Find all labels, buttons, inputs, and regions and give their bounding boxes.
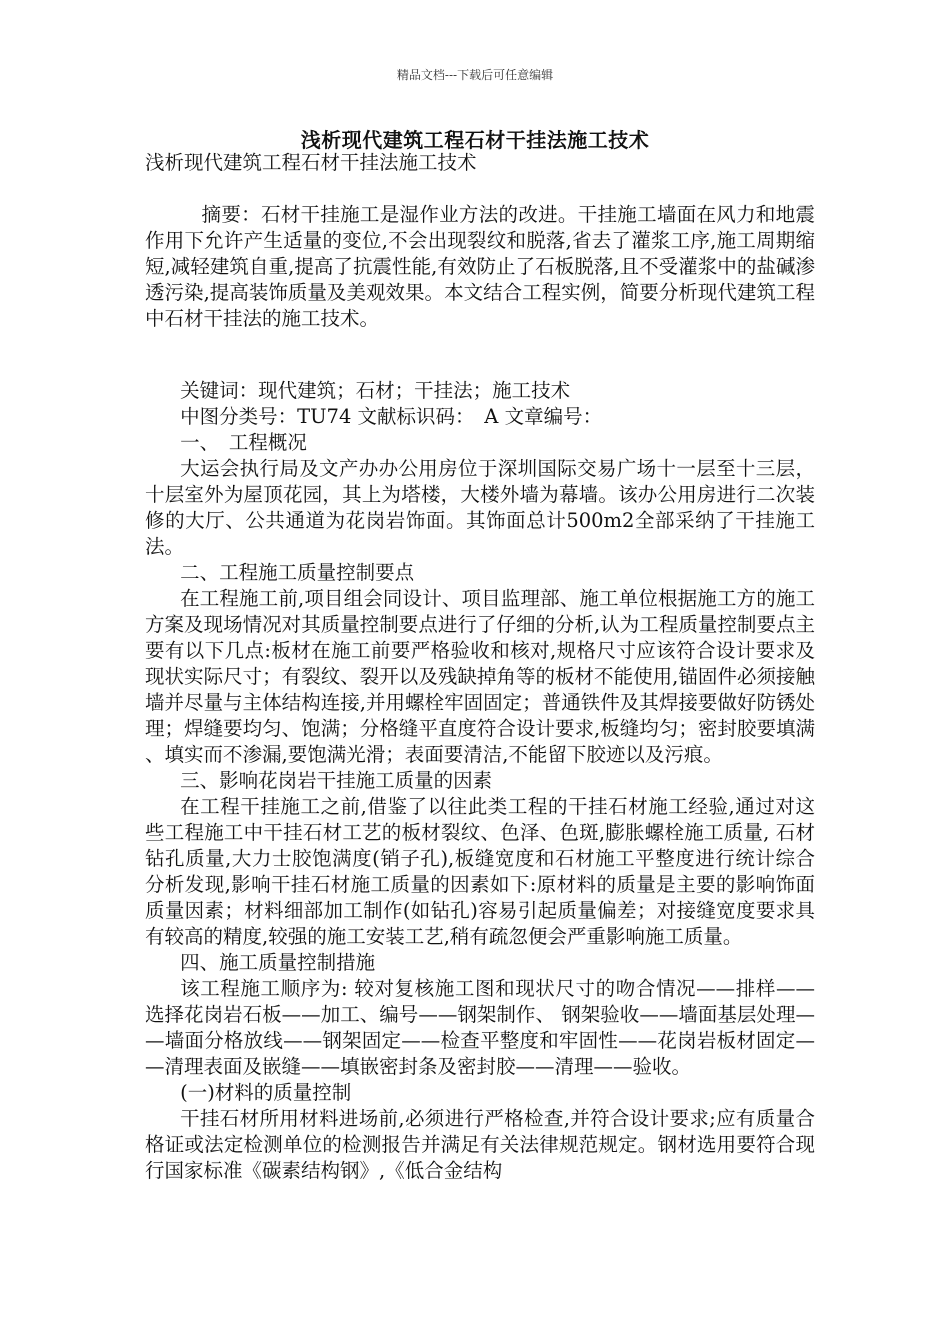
section-paragraph: 在工程干挂施工之前,借鉴了以往此类工程的干挂石材施工经验,通过对这些工程施工中干挂石材工艺的板材裂纹、色泽、色斑,膨胀螺栓施工质量, 石材钻孔质量,大力士胶饱满度(销子孔),板缝宽度和石材施工平整度进行统计综合分析发现,影响干挂石材施工质量的因素如下:原材料的质量是主要的影响饰面质量因素；材料细部加工制作(如钻孔)容易引起质量偏差；对接缝宽度要求具有较高的精度,较强的施工安装工艺,稍有疏忽便会严重影响施工质量。 <box>145 795 815 948</box>
section-paragraph: 在工程施工前,项目组会同设计、项目监理部、施工单位根据施工方的施工方案及现场情况对其质量控制要点进行了仔细的分析,认为工程质量控制要点主要有以下几点:板材在施工前要严格验收和核对,规格尺寸应该符合设计要求及现状实际尺寸；有裂纹、裂开以及残缺掉角等的板材不能使用,锚固件必须接触墙并尽量与主体结构连接,并用螺栓牢固固定；普通铁件及其焊接要做好防锈处理；焊缝要均匀、饱满；分格缝平直度符合设计要求,板缝均匀；密封胶要填满、填实而不渗漏,要饱满光滑；表面要清洁,不能留下胶迹以及污痕。 <box>145 587 815 766</box>
subsection-paragraph: 干挂石材所用材料进场前,必须进行严格检查,并符合设计要求;应有质量合格证或法定检测单位的检测报告并满足有关法律规范规定。钢材选用要符合现行国家标准《碳素结构钢》,《低合金结构 <box>145 1107 815 1182</box>
document-subtitle: 浅析现代建筑工程石材干挂法施工技术 <box>145 151 477 174</box>
subsection-heading: (一)材料的质量控制 <box>180 1081 352 1104</box>
spacer <box>145 176 815 202</box>
classification-line: 中图分类号：TU74 文献标识码： A 文章编号： <box>180 405 603 428</box>
document-body <box>145 150 815 1184</box>
document-title: 浅析现代建筑工程石材干挂法施工技术 <box>300 128 650 152</box>
section-paragraph: 该工程施工顺序为: 较对复核施工图和现状尺寸的吻合情况——排样——选择花岗岩石板——加工、编号——钢架制作、 钢架验收——墙面基层处理——墙面分格放线——钢架固定——检查平整度和牢固性——花岗岩板材固定——清理表面及嵌缝——填嵌密封条及密封胶——清理——验收。 <box>145 977 815 1078</box>
section-heading: 一、 工程概况 <box>180 431 307 454</box>
spacer <box>145 332 815 378</box>
keywords-line: 关键词：现代建筑；石材；干挂法；施工技术 <box>180 379 571 402</box>
section-heading: 二、工程施工质量控制要点 <box>180 561 415 584</box>
section-heading: 四、施工质量控制措施 <box>180 951 376 974</box>
header-note: 精品文档---下载后可任意编辑 <box>396 68 554 82</box>
abstract-paragraph: 摘要：石材干挂施工是湿作业方法的改进。干挂施工墙面在风力和地震作用下允许产生适量的变位,不会出现裂纹和脱落,省去了灌浆工序,施工周期缩短,减轻建筑自重,提高了抗震性能,有效防止了石板脱落,且不受灌浆中的盐碱渗透污染,提高装饰质量及美观效果。本文结合工程实例，简要分析现代建筑工程中石材干挂法的施工技术。 <box>145 203 815 330</box>
section-heading: 三、影响花岗岩干挂施工质量的因素 <box>180 769 493 792</box>
section-paragraph: 大运会执行局及文产办办公用房位于深圳国际交易广场十一层至十三层，十层室外为屋顶花园，其上为塔楼，大楼外墙为幕墙。该办公用房进行二次装修的大厅、公共通道为花岗岩饰面。其饰面总计500m2全部采纳了干挂施工法。 <box>145 457 815 558</box>
